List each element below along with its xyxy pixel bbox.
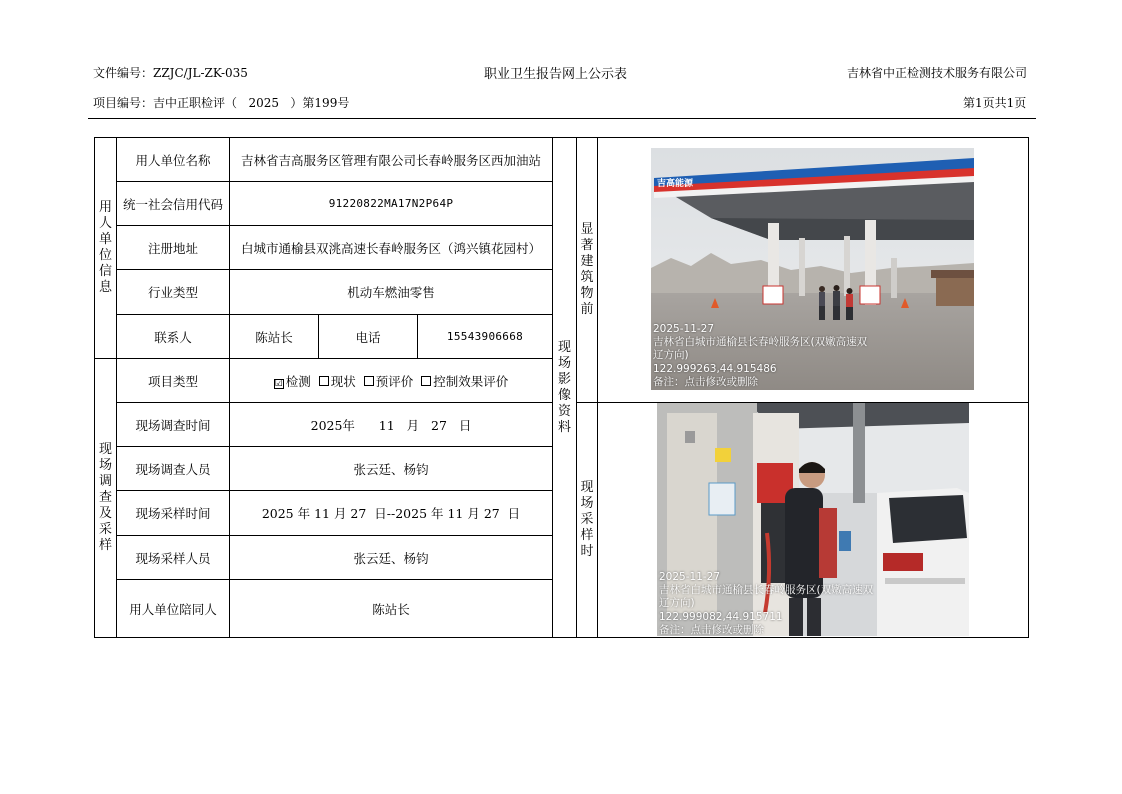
label-survey-staff: 现场调查人员 — [116, 446, 230, 491]
value-sampling-time: 2025 年 11 月 27 日--2025 年 11 月 27 日 — [229, 490, 553, 536]
photo1-location-2: 辽方向) — [653, 349, 689, 361]
label-phone: 电话 — [318, 314, 418, 359]
value-contact: 陈站长 — [229, 314, 319, 359]
photo1-note: 备注：点击修改或删除 — [653, 376, 758, 388]
landmark-before-label-char: 显 — [580, 222, 594, 237]
label-sampling-staff: 现场采样人员 — [116, 535, 230, 580]
sampling-moment-label-char: 样 — [580, 528, 594, 543]
landmark-before-label-char: 前 — [580, 302, 594, 317]
label-sampling-moment — [576, 402, 598, 638]
employer-info-label-char: 单 — [98, 232, 112, 247]
company-name: 吉林省中正检测技术服务有限公司 — [847, 66, 1028, 80]
survey-sampling-label-char: 调 — [98, 474, 112, 489]
option-control-effect: 控制效果评价 — [421, 372, 508, 390]
landmark-before-label — [580, 222, 593, 318]
value-employer-name: 吉林省吉高服务区管理有限公司长春岭服务区西加油站 — [229, 137, 553, 182]
label-sampling-time: 现场采样时间 — [116, 490, 230, 536]
value-survey-staff: 张云廷、杨钧 — [229, 446, 553, 491]
value-survey-time: 2025年 11 月 27 日 — [229, 402, 553, 447]
photo2-location-2: 辽方向) — [659, 597, 695, 609]
sampling-moment-label-char: 场 — [580, 496, 594, 511]
employer-info-label-char: 用 — [98, 200, 112, 215]
employer-info-label — [99, 200, 112, 296]
photo1-date: 2025-11-27 — [653, 323, 715, 335]
label-credit-code: 统一社会信用代码 — [116, 181, 230, 226]
value-phone: 15543906668 — [417, 314, 553, 359]
employer-info-label-char: 息 — [98, 280, 112, 295]
sampling-moment-label-char: 采 — [580, 512, 594, 527]
employer-info-label-char: 人 — [98, 216, 112, 231]
project-number: 项目编号：吉中正职检评（ 2025 ）第199号 — [93, 96, 350, 110]
label-project-type: 项目类型 — [116, 358, 230, 403]
employer-info-label-char: 位 — [98, 248, 112, 263]
option-testing: ☑ 检测 — [274, 373, 311, 389]
survey-sampling-label-char: 查 — [98, 490, 112, 505]
page-info: 第1页共1页 — [963, 96, 1027, 110]
photo2-location-1: 吉林省白城市通榆县长春岭服务区(双嫩高速双 — [659, 584, 874, 596]
site-images-label-char: 场 — [557, 355, 571, 371]
survey-sampling-label-char: 及 — [98, 506, 112, 521]
section-survey-sampling — [94, 358, 117, 638]
photo-sampling-at-pump — [657, 403, 969, 636]
value-industry: 机动车燃油零售 — [229, 269, 553, 315]
section-site-images — [552, 137, 577, 638]
label-employer-name: 用人单位名称 — [116, 137, 230, 182]
employer-info-label-char: 信 — [98, 264, 112, 279]
value-credit-code: 91220822MA17N2P64P — [229, 181, 553, 226]
sampling-moment-label — [580, 480, 593, 560]
option-status: 现状 — [319, 372, 356, 390]
label-contact: 联系人 — [116, 314, 230, 359]
survey-sampling-label — [99, 442, 112, 554]
survey-sampling-label-char: 样 — [98, 538, 112, 553]
site-images-label-char: 料 — [557, 419, 571, 435]
label-landmark-before — [576, 137, 598, 403]
site-images-label-char: 影 — [557, 371, 571, 387]
site-images-label-char: 现 — [557, 339, 571, 355]
canopy-sign-text: 吉高能源 — [657, 179, 694, 189]
page-title: 职业卫生报告网上公示表 — [484, 67, 628, 82]
photo1-coordinates: 122.999263,44.915486 — [653, 363, 777, 375]
photo1-location-1: 吉林省白城市通榆县长春岭服务区(双嫩高速双 — [653, 336, 868, 348]
checkbox-control-effect — [421, 376, 431, 386]
survey-sampling-label-char: 采 — [98, 522, 112, 537]
survey-sampling-label-char: 场 — [98, 458, 112, 473]
label-address: 注册地址 — [116, 225, 230, 270]
option-pre-assessment: 预评价 — [364, 372, 414, 390]
checkbox-testing: ☑ — [274, 378, 283, 389]
site-images-label — [558, 340, 571, 436]
landmark-before-label-char: 著 — [580, 238, 594, 253]
site-images-label-char: 资 — [557, 403, 571, 419]
survey-sampling-label-char: 现 — [98, 442, 112, 457]
value-escort: 陈站长 — [229, 579, 553, 638]
landmark-before-label-char: 物 — [580, 286, 594, 301]
disclosure-table — [94, 137, 1029, 638]
value-sampling-staff: 张云廷、杨钧 — [229, 535, 553, 580]
value-project-type — [229, 358, 553, 403]
label-industry: 行业类型 — [116, 269, 230, 315]
photo-gas-station-canopy — [651, 148, 974, 390]
checkbox-pre-assessment — [364, 376, 374, 386]
checkbox-status — [319, 376, 329, 386]
header-divider — [88, 118, 1036, 119]
photo2-date: 2025-11-27 — [659, 571, 721, 583]
landmark-before-label-char: 建 — [580, 254, 594, 269]
section-employer-info — [94, 137, 117, 359]
site-images-label-char: 像 — [557, 387, 571, 403]
value-address: 白城市通榆县双洮高速长春岭服务区（鸿兴镇花园村） — [229, 225, 553, 270]
file-number: 文件编号：ZZJC/JL-ZK-035 — [93, 66, 248, 80]
sampling-moment-label-char: 现 — [580, 480, 594, 495]
label-escort: 用人单位陪同人 — [116, 579, 230, 638]
sampling-moment-label-char: 时 — [580, 544, 594, 559]
landmark-before-label-char: 筑 — [580, 270, 594, 285]
photo2-note: 备注：点击修改或删除 — [659, 624, 764, 636]
photo2-coordinates: 122.999082,44.915711 — [659, 611, 783, 623]
label-survey-time: 现场调查时间 — [116, 402, 230, 447]
